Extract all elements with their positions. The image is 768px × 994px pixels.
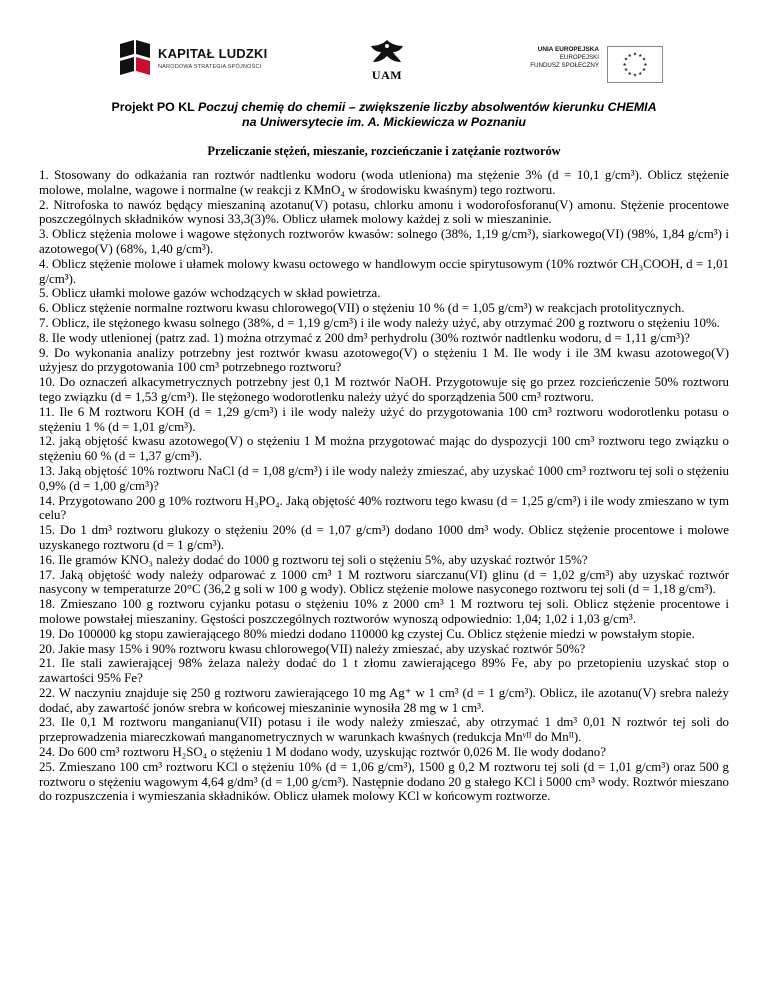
svg-text:★: ★ — [623, 68, 629, 74]
problem-item: 10. Do oznaczeń alkacymetrycznych potrzebny jest 0,1 M roztwór NaOH. Przygotowuje się go przez rozcieńczenie 50% roztworu tego związku (d = 1,53 g/cm³). Ile stężonego wodorotlenku należy użyć do sporządzenia 500 cm³ roztworu. — [39, 375, 729, 404]
project-name: Poczuj chemię do chemii – zwiększenie liczby absolwentów kierunku CHEMIA — [197, 100, 657, 114]
problem-item: 18. Zmieszano 100 g roztworu cyjanku potasu o stężeniu 10% z 2000 cm³ 1 M roztworu tej soli. Oblicz stężenie procentowe i molowe powstałej mieszaniny. Gęstości poszczególnych roztworów wynoszą odpowiednio: 1,04; 1,02 i 1,03 g/cm³. — [39, 597, 729, 626]
kapital-ludzki-mark-icon — [118, 40, 154, 80]
problem-item: 1. Stosowany do odkażania ran roztwór nadtlenku wodoru (woda utleniona) ma stężenie 3% (d = 10,1 g/cm³). Oblicz stężenie molowe, molalne, wagowe i normalne (w reakcji z KMnO₄ w środowisku kwaśnym) tego roztworu. — [39, 168, 729, 197]
problem-item: 3. Oblicz stężenia molowe i wagowe stężonych roztworów kwasów: solnego (38%, 1,19 g/cm³), siarkowego(VI) (98%, 1,84 g/cm³) i azotowego(V) (68%, 1,40 g/cm³). — [39, 227, 729, 256]
problem-list — [39, 168, 729, 804]
svg-text:★: ★ — [623, 57, 629, 63]
project-prefix: Projekt PO KL — [111, 100, 198, 114]
project-line1 — [40, 100, 728, 115]
problem-item: 8. Ile wody utlenionej (patrz zad. 1) można otrzymać z 200 dm³ perhydrolu (30% roztwór nadtlenku wodoru, d = 1,11 g/cm³)? — [39, 330, 690, 345]
svg-text:★: ★ — [638, 71, 643, 77]
svg-text:★: ★ — [632, 73, 638, 79]
project-header — [40, 100, 728, 130]
svg-text:★: ★ — [641, 68, 647, 74]
svg-text:★: ★ — [643, 62, 648, 68]
eu-line2: EUROPEJSKI — [559, 54, 599, 62]
problem-item: 17. Jaką objętość wody należy odparować z 1000 cm³ 1 M roztworu siarczanu(VI) glinu (d = 1,02 g/cm³) aby uzyskać roztwór nasycony w temperaturze 20°C (36,2 g soli w 100 g wody). Oblicz stężenie molowe nasyconego roztworu tej soli (d = 1,18 g/cm³). — [39, 567, 729, 597]
eu-line1: UNIA EUROPEJSKA — [537, 46, 599, 53]
problem-item: 6. Oblicz stężenie normalne roztworu kwasu chlorowego(VII) o stężeniu 10 % (d = 1,05 g/cm³) w reakcjach protolitycznych. — [39, 301, 685, 316]
eu-text — [521, 46, 599, 71]
eu-line3: FUNDUSZ SPOŁECZNY — [530, 62, 599, 70]
problem-item: 9. Do wykonania analizy potrzebny jest roztwór kwasu azotowego(V) o stężeniu 1 M. Ile wody i ile 3M kwasu azotowego(V) użyjesz do przygotowania 100 cm³ potrzebnego roztworu? — [39, 345, 729, 375]
svg-text:★: ★ — [622, 62, 627, 68]
problem-item: 22. W naczyniu znajduje się 250 g roztworu zawierającego 10 mg Ag⁺ w 1 cm³ (d = 1 g/cm³). Oblicz, ile azotanu(V) srebra należy dodać, aby zawartość jonów srebra w końcowej mieszaninie wynosiła 28 mg w 1 cm³. — [39, 685, 729, 715]
problem-item: 15. Do 1 dm³ roztworu glukozy o stężeniu 20% (d = 1,07 g/cm³) dodano 1000 dm³ wody. Oblicz stężenie procentowe i molowe uzyskanego roztworu (d = 1 g/cm³). — [39, 523, 729, 552]
problem-item: 21. Ile stali zawierającej 98% żelaza należy dodać do 1 t złomu zawierającego 89% Fe, aby po przetopieniu uzyskać stop o zawartości 95% Fe? — [39, 656, 729, 686]
logo-bar — [0, 0, 768, 92]
svg-text:★: ★ — [641, 57, 647, 63]
problem-item: 14. Przygotowano 200 g 10% roztworu H₃PO₄. Jaką objętość 40% roztworu tego kwasu (d = 1,25 g/cm³) i ile wody zmieszano w tym celu? — [39, 493, 729, 523]
problem-item: 19. Do 100000 kg stopu zawierającego 80% miedzi dodano 110000 kg czystej Cu. Oblicz stężenie miedzi w powstałym stopie. — [39, 626, 695, 641]
kapital-ludzki-subtitle: NARODOWA STRATEGIA SPÓJNOŚCI — [158, 64, 262, 70]
kapital-ludzki-logo — [118, 40, 268, 84]
problem-item: 11. Ile 6 M roztworu KOH (d = 1,29 g/cm³) i ile wody należy użyć do przygotowania 100 cm³ roztworu wodorotlenku potasu o stężeniu 1 % (d = 1,01 g/cm³). — [39, 404, 729, 434]
problem-item: 7. Oblicz, ile stężonego kwasu solnego (38%, d = 1,19 g/cm³) i ile wody należy użyć, aby otrzymać 200 g roztworu o stężeniu 10%. — [39, 315, 720, 330]
svg-text:★: ★ — [627, 53, 632, 59]
problem-item: 24. Do 600 cm³ roztworu H₂SO₄ o stężeniu 1 M dodano wody, uzyskując roztwór 0,026 M. Ile wody dodano? — [39, 745, 606, 760]
project-line2: na Uniwersytecie im. A. Mickiewicza w Poznaniu — [242, 115, 526, 129]
uam-text: UAM — [371, 68, 403, 82]
svg-text:★: ★ — [632, 52, 638, 58]
problem-item: 5. Oblicz ułamki molowe gazów wchodzących w skład powietrza. — [39, 286, 381, 301]
svg-text:★: ★ — [638, 53, 643, 59]
eagle-crest-icon — [363, 38, 411, 68]
problem-item: 12. jaką objętość kwasu azotowego(V) o stężeniu 1 M można przygotować mając do dyspozycji 100 cm³ roztworu tego związku o stężeniu 60 % (d = 1,37 g/cm³). — [39, 434, 729, 464]
problem-item: 13. Jaką objętość 10% roztworu NaCl (d = 1,08 g/cm³) i ile wody należy zmieszać, aby uzyskać 1000 cm³ roztworu tej soli o stężeniu 0,9% (d = 1,00 g/cm³)? — [39, 463, 729, 493]
problem-item: 2. Nitrofoska to nawóz będący mieszaniną azotanu(V) potasu, chlorku amonu i wodorofosforanu(V) amonu. Stężenie procentowe poszczególnych składników wynosi 33,3(3)%. Oblicz ułamek molowy każdej z soli w mieszaninie. — [39, 197, 729, 227]
uam-logo — [363, 38, 411, 88]
svg-text:★: ★ — [627, 71, 632, 77]
eu-flag-icon — [607, 46, 663, 83]
problem-item: 25. Zmieszano 100 cm³ roztworu KCl o stężeniu 10% (d = 1,06 g/cm³), 1500 g 0,2 M roztworu tej soli (d = 1,01 g/cm³) oraz 500 g roztworu o stężeniu wagowym 4,64 g/dm³ (d = 1,00 g/cm³). Następnie dodano 20 g stałego KCl i 5000 cm³ wody. Roztwór mieszano do rozpuszczenia i wymieszania składników. Oblicz ułamek molowy KCl w końcowym roztworze. — [39, 759, 729, 804]
eu-logo — [521, 46, 661, 86]
kapital-ludzki-title: KAPITAŁ LUDZKI — [158, 46, 268, 61]
problem-item: 23. Ile 0,1 M roztworu manganianu(VII) potasu i ile wody należy zmieszać, aby otrzymać 1 dm³ 0,01 N roztwór tej soli do przeprowadzenia miareczkowań manganometrycznych w warunkach kwaśnych (redukcja Mnᵛᴵᴵ do Mnᴵᴵ). — [39, 715, 729, 745]
problem-item: 20. Jakie masy 15% i 90% roztworu kwasu chlorowego(VII) należy zmieszać, aby uzyskać roztwór 50%? — [39, 641, 586, 656]
problem-item: 4. Oblicz stężenie molowe i ułamek molowy kwasu octowego w handlowym occie spirytusowym (10% roztwór CH₃COOH, d = 1,01 g/cm³). — [39, 256, 729, 286]
page-title: Przeliczanie stężeń, mieszanie, rozcieńczanie i zatężanie roztworów — [207, 144, 561, 158]
problem-item: 16. Ile gramów KNO₃ należy dodać do 1000 g roztworu tej soli o stężeniu 5%, aby uzyskać roztwór 15%? — [39, 552, 588, 567]
